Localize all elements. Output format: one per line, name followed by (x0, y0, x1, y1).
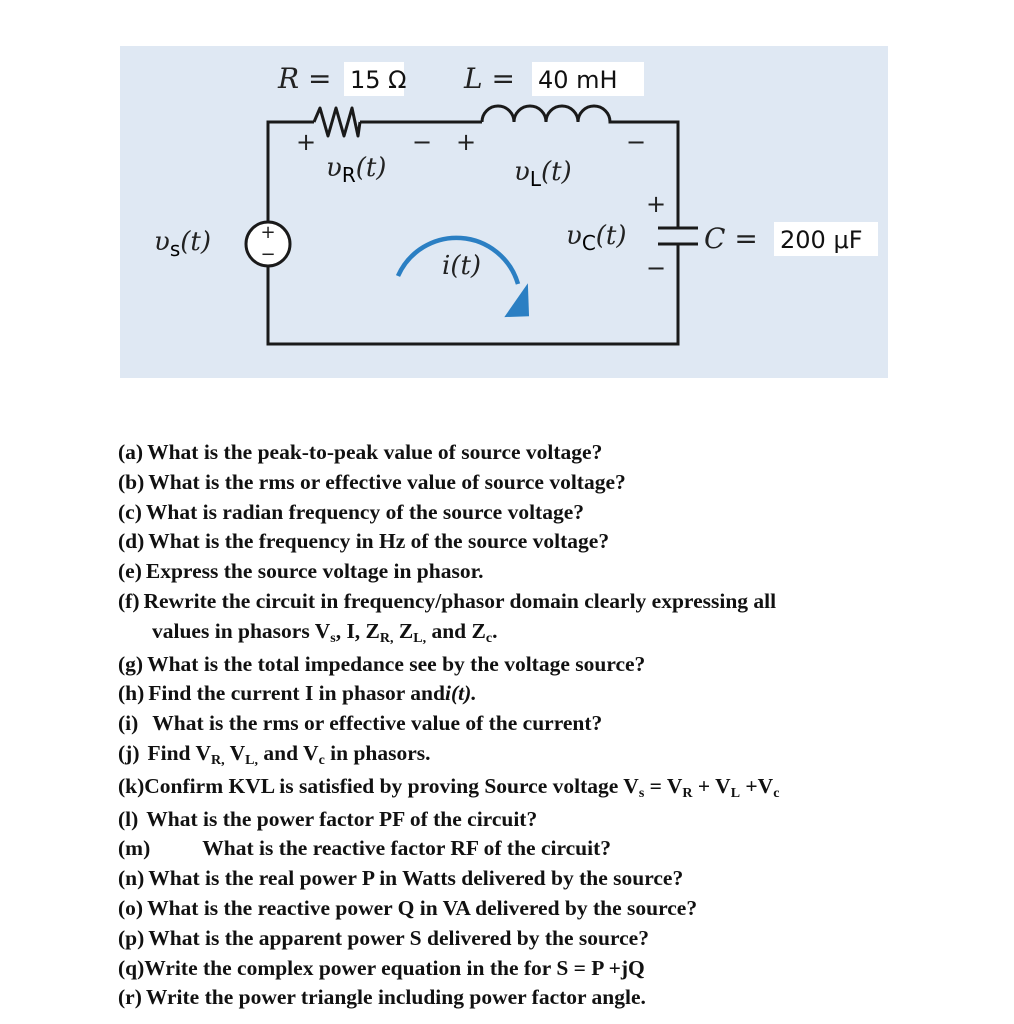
question-label: (n) (118, 866, 145, 891)
question-p (118, 924, 998, 954)
question-r (118, 983, 998, 1013)
question-k (118, 772, 998, 805)
question-j (118, 739, 998, 772)
vL-label: $\upsilon_L(t)$ (514, 157, 572, 191)
question-text: What is the frequency in Hz of the source voltage? (148, 529, 610, 554)
question-label: (r) (118, 985, 142, 1010)
vC-minus-sign: − (645, 254, 667, 282)
question-b (118, 468, 998, 498)
question-d (118, 527, 998, 557)
question-text: Find the current I in phasor and (148, 681, 445, 706)
question-label: (c) (118, 499, 142, 524)
vC-label: $\upsilon_C(t)$ (566, 221, 627, 255)
subscript: R, (379, 630, 394, 646)
question-label: (p) (118, 925, 145, 950)
question-label: (b) (118, 469, 145, 494)
question-f-continuation (118, 617, 998, 650)
vC-plus-sign: + (645, 190, 667, 218)
question-label: (e) (118, 559, 142, 584)
question-label: (h) (118, 681, 145, 706)
inductor-label: L = (464, 62, 515, 95)
question-label: (m) (118, 836, 151, 861)
question-text: What is the reactive factor RF of the circuit? (202, 836, 612, 861)
question-text: What is the reactive power Q in VA delivered by the source? (147, 895, 698, 920)
question-text: What is the real power P in Watts delivered by the source? (148, 866, 684, 891)
question-e (118, 557, 998, 587)
vR-minus-sign: − (411, 128, 433, 156)
subscript: c (485, 630, 493, 646)
question-text: . (492, 618, 498, 643)
question-text: Express the source voltage in phasor. (145, 559, 484, 584)
question-label: (g) (118, 651, 144, 676)
question-label: (l) (118, 806, 139, 831)
vS-label: $\upsilon_s(t)$ (154, 227, 211, 261)
question-l (118, 805, 998, 835)
vL-plus-sign: + (455, 128, 477, 156)
source-plus-sign: + (260, 222, 276, 243)
subscript: L, (413, 630, 427, 646)
question-text: What is the peak-to-peak value of source voltage? (147, 440, 603, 464)
circuit-diagram (120, 46, 888, 378)
circuit-svg (120, 46, 888, 378)
question-text: Write the complex power equation in the for S = P +jQ (144, 955, 645, 980)
question-text: Find VR, VL, and Vc in phasors. (147, 740, 431, 768)
question-text: Write the power triangle including power factor angle. (145, 985, 646, 1010)
capacitor-value: 200 μF (780, 226, 863, 254)
resistor-label: R = (278, 62, 332, 95)
question-text: What is the rms or effective value of source voltage? (148, 469, 626, 494)
question-label: (o) (118, 895, 144, 920)
question-text: What is radian frequency of the source voltage? (145, 499, 585, 524)
question-label: (k) (118, 773, 145, 798)
vL-minus-sign: − (625, 128, 647, 156)
question-c (118, 498, 998, 528)
question-text: values in phasors V (152, 618, 331, 643)
question-text: What is the power factor PF of the circuit? (146, 806, 538, 831)
question-m (118, 834, 998, 864)
question-text: and Z (426, 618, 486, 643)
question-f (118, 587, 998, 617)
question-text: What is the apparent power S delivered by the source? (148, 925, 649, 950)
question-label: (j) (118, 740, 140, 765)
question-text: Z (393, 618, 414, 643)
question-text: What is the rms or effective value of the current? (152, 711, 603, 736)
vR-label: $\upsilon_R(t)$ (326, 153, 387, 187)
question-text: What is the total impedance see by the voltage source? (147, 651, 646, 676)
question-a (118, 438, 998, 468)
subscript: s (330, 630, 336, 646)
question-o (118, 894, 998, 924)
question-label: (i) (118, 711, 139, 736)
inductor-symbol (482, 106, 612, 122)
question-label: (q) (118, 955, 145, 980)
question-text: Confirm KVL is satisfied by proving Source voltage Vs = VR + VL +Vc (144, 773, 780, 801)
question-i (118, 709, 998, 739)
capacitor-symbol (658, 228, 698, 244)
resistor-symbol (314, 108, 360, 136)
question-n (118, 864, 998, 894)
inductor-value: 40 mH (538, 66, 618, 94)
question-text: , I, Z (335, 618, 380, 643)
vR-plus-sign: + (295, 128, 317, 156)
resistor-value: 15 Ω (350, 66, 407, 94)
current-arrow-head-icon (504, 280, 535, 322)
question-label: (d) (118, 529, 145, 554)
question-list (118, 438, 998, 1013)
question-text: Rewrite the circuit in frequency/phasor domain clearly expressing all (143, 588, 777, 613)
question-label: (f) (118, 588, 140, 613)
current-label: i(t) (442, 251, 482, 281)
question-label: (a) (118, 440, 144, 464)
source-minus-sign: − (260, 244, 276, 265)
capacitor-label: C = (704, 222, 758, 255)
question-q (118, 954, 998, 984)
question-text-italic: i(t). (444, 681, 477, 706)
question-h (118, 679, 998, 709)
question-g (118, 650, 998, 680)
